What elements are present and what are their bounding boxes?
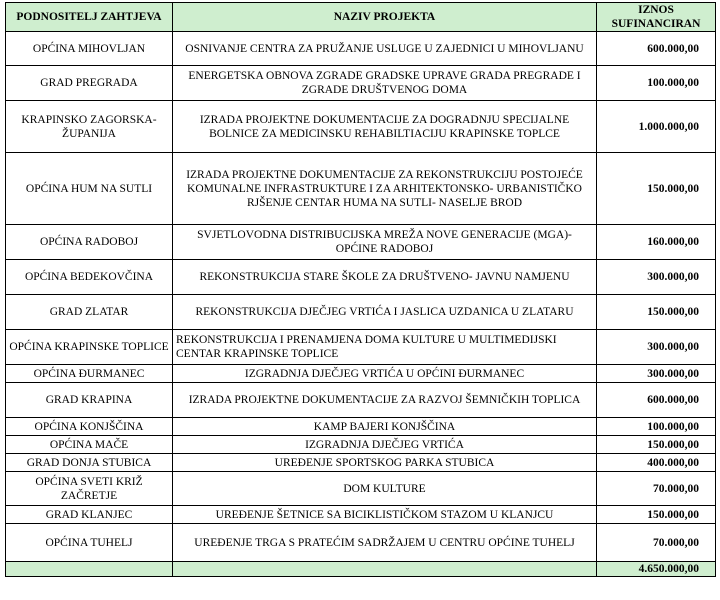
applicant-cell: GRAD KLANJEC (6, 506, 173, 524)
applicant-cell: GRAD ZLATAR (6, 295, 173, 330)
applicant-cell: OPĆINA MAČE (6, 436, 173, 454)
amount-cell: 160.000,00 (597, 225, 716, 260)
amount-cell: 600.000,00 (597, 383, 716, 418)
amount-cell: 600.000,00 (597, 32, 716, 66)
table-body (6, 32, 716, 577)
amount-cell: 150.000,00 (597, 506, 716, 524)
total-empty-cell (173, 562, 597, 577)
amount-cell: 150.000,00 (597, 436, 716, 454)
table-row (6, 436, 716, 454)
applicant-cell: OPĆINA MIHOVLJAN (6, 32, 173, 66)
project-cell: DOM KULTURE (173, 472, 597, 506)
applicant-cell: OPĆINA ĐURMANEC (6, 365, 173, 383)
applicant-cell: OPĆINA KONJŠČINA (6, 418, 173, 436)
project-cell: KAMP BAJERI KONJŠČINA (173, 418, 597, 436)
project-cell: IZGRADNJA DJEČJEG VRTIĆA U OPĆINI ĐURMANEC (173, 365, 597, 383)
header-row (6, 3, 716, 32)
project-cell: IZRADA PROJEKTNE DOKUMENTACIJE ZA REKONSTRUKCIJU POSTOJEĆE KOMUNALNE INFRASTRUKTURE I ZA ARHITEKTONSKO- URBANISTIČKO RJŠENJE CENTAR HUMA NA SUTLI- NASELJE BROD (173, 153, 597, 225)
applicant-cell: OPĆINA RADOBOJ (6, 225, 173, 260)
table-row (6, 225, 716, 260)
table-row (6, 295, 716, 330)
table-row (6, 260, 716, 295)
amount-cell: 300.000,00 (597, 365, 716, 383)
amount-cell: 300.000,00 (597, 260, 716, 295)
applicant-cell: OPĆINA TUHELJ (6, 524, 173, 562)
table-row (6, 66, 716, 101)
table-row (6, 101, 716, 153)
applicant-cell: GRAD DONJA STUBICA (6, 454, 173, 472)
total-amount: 4.650.000,00 (597, 562, 716, 577)
table-row (6, 383, 716, 418)
table-row (6, 32, 716, 66)
project-cell: UREĐENJE SPORTSKOG PARKA STUBICA (173, 454, 597, 472)
project-cell: OSNIVANJE CENTRA ZA PRUŽANJE USLUGE U ZAJEDNICI U MIHOVLJANU (173, 32, 597, 66)
total-empty-cell (6, 562, 173, 577)
project-cell: UREĐENJE ŠETNICE SA BICIKLISTIČKOM STAZOM U KLANJCU (173, 506, 597, 524)
amount-cell: 300.000,00 (597, 330, 716, 365)
applicant-cell: OPĆINA BEDEKOVČINA (6, 260, 173, 295)
amount-cell: 70.000,00 (597, 524, 716, 562)
applicant-cell: GRAD PREGRADA (6, 66, 173, 101)
project-cell: IZRADA PROJEKTNE DOKUMENTACIJE ZA RAZVOJ ŠEMNIČKIH TOPLICA (173, 383, 597, 418)
amount-cell: 400.000,00 (597, 454, 716, 472)
project-cell: REKONSTRUKCIJA DJEČJEG VRTIĆA I JASLICA UZDANICA U ZLATARU (173, 295, 597, 330)
table-row (6, 153, 716, 225)
applicant-cell: KRAPINSKO ZAGORSKA- ŽUPANIJA (6, 101, 173, 153)
table-row (6, 330, 716, 365)
applicant-cell: OPĆINA KRAPINSKE TOPLICE (6, 330, 173, 365)
project-cell: REKONSTRUKCIJA STARE ŠKOLE ZA DRUŠTVENO- JAVNU NAMJENU (173, 260, 597, 295)
funding-table (5, 2, 716, 577)
amount-cell: 70.000,00 (597, 472, 716, 506)
amount-cell: 100.000,00 (597, 66, 716, 101)
project-cell: REKONSTRUKCIJA I PRENAMJENA DOMA KULTURE U MULTIMEDIJSKI CENTAR KRAPINSKE TOPLICE (173, 330, 597, 365)
amount-cell: 150.000,00 (597, 295, 716, 330)
table-row (6, 472, 716, 506)
amount-cell: 150.000,00 (597, 153, 716, 225)
table-row (6, 506, 716, 524)
header-amount: IZNOS SUFINANCIRAN (597, 3, 716, 32)
project-cell: IZRADA PROJEKTNE DOKUMENTACIJE ZA DOGRADNJU SPECIJALNE BOLNICE ZA MEDICINSKU REHABILTIACIJU KRAPINSKE TOPLCE (173, 101, 597, 153)
table-row (6, 365, 716, 383)
table-header (6, 3, 716, 32)
header-applicant: PODNOSITELJ ZAHTJEVA (6, 3, 173, 32)
applicant-cell: GRAD KRAPINA (6, 383, 173, 418)
table-row (6, 524, 716, 562)
project-cell: ENERGETSKA OBNOVA ZGRADE GRADSKE UPRAVE GRADA PREGRADE I ZGRADE DRUŠTVENOG DOMA (173, 66, 597, 101)
amount-cell: 1.000.000,00 (597, 101, 716, 153)
project-cell: SVJETLOVODNA DISTRIBUCIJSKA MREŽA NOVE GENERACIJE (MGA)- OPĆINE RADOBOJ (173, 225, 597, 260)
project-cell: UREĐENJE TRGA S PRATEĆIM SADRŽAJEM U CENTRU OPĆINE TUHELJ (173, 524, 597, 562)
header-project: NAZIV PROJEKTA (173, 3, 597, 32)
applicant-cell: OPĆINA SVETI KRIŽ ZAČRETJE (6, 472, 173, 506)
table-row (6, 454, 716, 472)
total-row (6, 562, 716, 577)
table-row (6, 418, 716, 436)
amount-cell: 100.000,00 (597, 418, 716, 436)
project-cell: IZGRADNJA DJEČJEG VRTIĆA (173, 436, 597, 454)
applicant-cell: OPĆINA HUM NA SUTLI (6, 153, 173, 225)
